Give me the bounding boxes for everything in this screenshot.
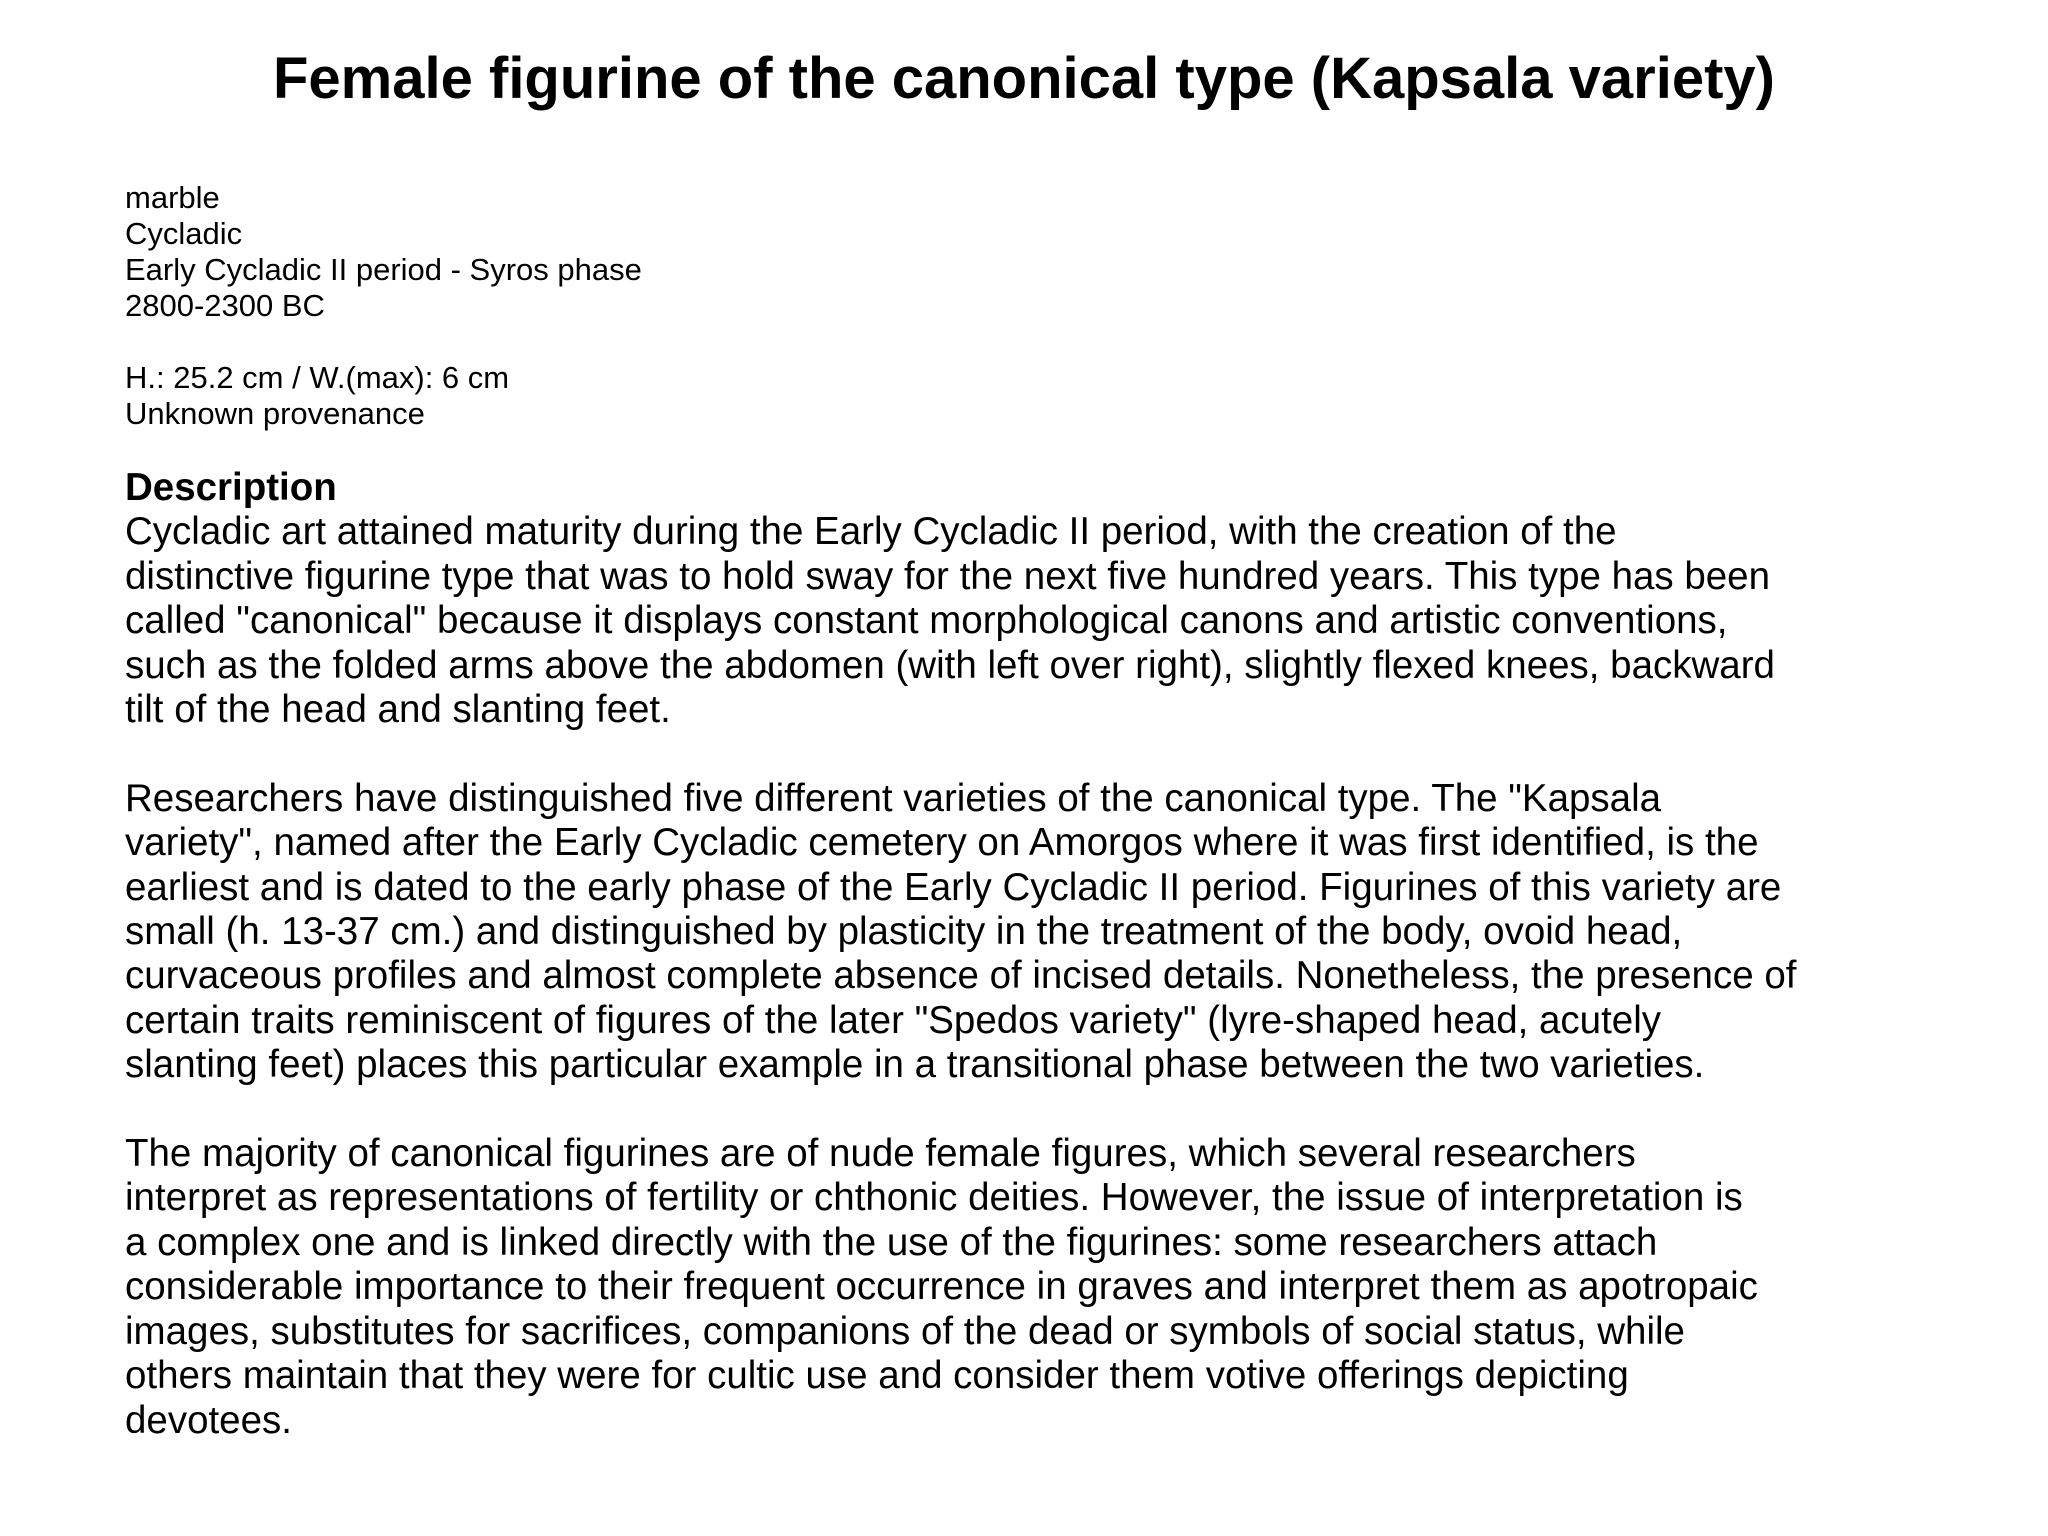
paragraph-line: variety", named after the Early Cycladic cemetery on Amorgos where it was first identified, is the — [125, 821, 1759, 865]
page-title: Female figurine of the canonical type (Kapsala variety) — [273, 46, 1775, 111]
description-paragraph-3 — [125, 1132, 1965, 1443]
paragraph-spacer — [125, 1088, 1965, 1132]
paragraph-line: interpret as representations of fertility or chthonic deities. However, the issue of interpretation is — [125, 1176, 1743, 1220]
material-text: marble — [125, 180, 220, 215]
paragraph-line: earliest and is dated to the early phase of the Early Cycladic II period. Figurines of this variety are — [125, 865, 1782, 909]
dimensions-text: H.: 25.2 cm / W.(max): 6 cm — [125, 360, 510, 395]
date-text: 2800-2300 BC — [125, 288, 325, 323]
paragraph-line: Researchers have distinguished five different varieties of the canonical type. The "Kapsala — [125, 776, 1662, 820]
paragraph-line: images, substitutes for sacrifices, companions of the dead or symbols of social status, while — [125, 1309, 1685, 1353]
description-section — [125, 466, 1965, 1443]
description-heading: Description — [125, 466, 337, 509]
provenance-text: Unknown provenance — [125, 396, 425, 431]
paragraph-line: Cycladic art attained maturity during the Early Cycladic II period, with the creation of the — [125, 510, 1617, 554]
period-text: Early Cycladic II period - Syros phase — [125, 252, 642, 287]
paragraph-line: devotees. — [125, 1398, 292, 1442]
paragraph-line: such as the folded arms above the abdomen (with left over right), slightly flexed knees, backward — [125, 643, 1775, 687]
paragraph-line: a complex one and is linked directly with the use of the figurines: some researchers attach — [125, 1220, 1658, 1264]
paragraph-line: certain traits reminiscent of figures of the later "Spedos variety" (lyre-shaped head, acutely — [125, 998, 1661, 1042]
meta-spacer — [125, 324, 1125, 360]
paragraph-line: called "canonical" because it displays constant morphological canons and artistic conventions, — [125, 599, 1728, 643]
paragraph-line: slanting feet) places this particular example in a transitional phase between the two varieties. — [125, 1043, 1705, 1087]
paragraph-line: curvaceous profiles and almost complete absence of incised details. Nonetheless, the presence of — [125, 954, 1797, 998]
paragraph-line: The majority of canonical figurines are of nude female figures, which several researchers — [125, 1132, 1636, 1176]
paragraph-line: considerable importance to their frequent occurrence in graves and interpret them as apotropaic — [125, 1265, 1758, 1309]
paragraph-spacer — [125, 732, 1965, 776]
culture-text: Cycladic — [125, 216, 243, 251]
description-paragraph-1 — [125, 510, 1965, 732]
paragraph-line: small (h. 13-37 cm.) and distinguished by plasticity in the treatment of the body, ovoid head, — [125, 910, 1683, 954]
paragraph-line: tilt of the head and slanting feet. — [125, 688, 671, 732]
paragraph-line: distinctive figurine type that was to hold sway for the next five hundred years. This type has been — [125, 554, 1771, 598]
description-paragraph-2 — [125, 777, 1965, 1088]
paragraph-line: others maintain that they were for cultic use and consider them votive offerings depicting — [125, 1354, 1629, 1398]
object-metadata — [125, 180, 1125, 432]
